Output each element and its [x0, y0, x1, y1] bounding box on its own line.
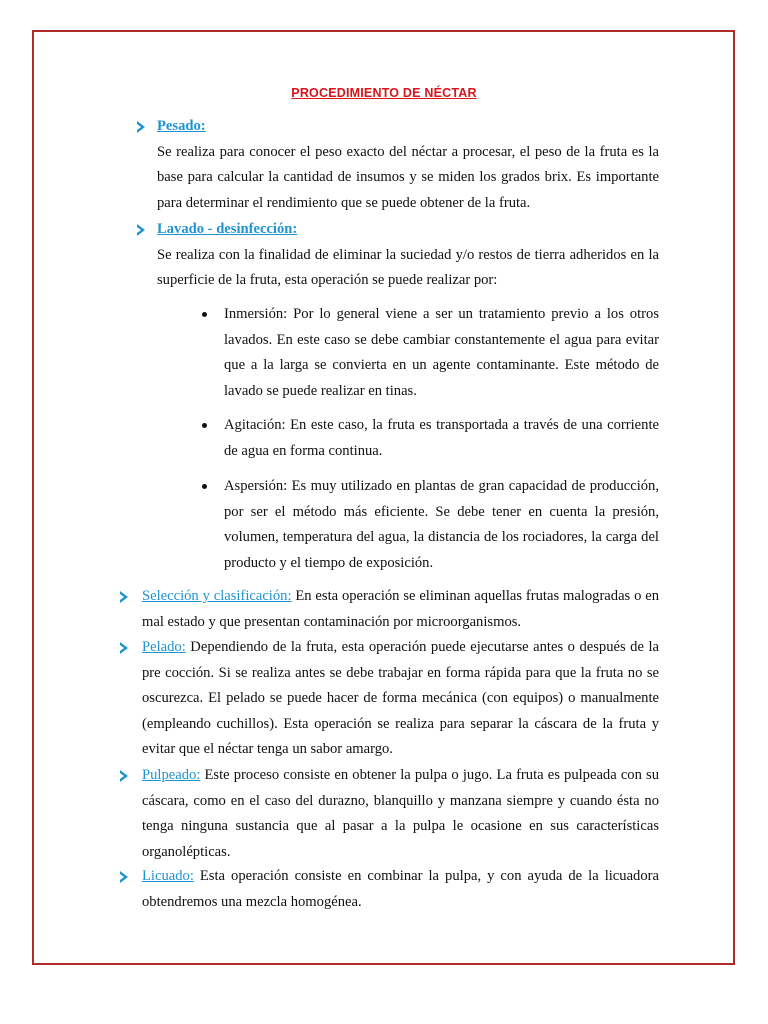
section-body: Este proceso consiste en obtener la pulpa o jugo. La fruta es pulpeada con su cáscara, como en el caso del durazno, blanquillo y manzana siempre y cuando ésta no tenga ninguna sustancia que al pasar a la pulpa le ocasione en sus características organolépticas.: [142, 767, 659, 860]
list-item: [224, 474, 659, 576]
list-item-text: Inmersión: Por lo general viene a ser un tratamiento previo a los otros lavados. En este caso se debe cambiar constantemente el agua para evitar que a la larga se convierta en un agente contaminante. Este método de lavado se puede realizar en tinas.: [224, 306, 659, 399]
section-pulpeado: [142, 763, 659, 865]
section-lavado: [157, 217, 659, 294]
section-body: Dependiendo de la fruta, esta operación puede ejecutarse antes o después de la pre cocción. Si se realiza antes se debe trabajar en forma rápida para que la fruta no se oscurezca. El pelado se puede hacer de forma mecánica (con equipos) o manualmente (empleando cuchillos). Esta operación se realiza para separar la cáscara de la fruta y evitar que el néctar tenga un sabor amargo.: [142, 639, 659, 757]
arrow-bullet-icon: [137, 121, 145, 133]
arrow-bullet-icon: [120, 591, 128, 603]
section-body: Esta operación consiste en combinar la pulpa, y con ayuda de la licuadora obtendremos una mezcla homogénea.: [142, 868, 659, 910]
arrow-bullet-icon: [120, 770, 128, 782]
list-item: [224, 413, 659, 464]
section-heading: Selección y clasificación:: [142, 588, 292, 604]
bullet-dot-icon: [202, 423, 207, 428]
bullet-dot-icon: [202, 312, 207, 317]
bullet-dot-icon: [202, 484, 207, 489]
list-item-text: Agitación: En este caso, la fruta es transportada a través de una corriente de agua en forma continua.: [224, 417, 659, 459]
section-heading: Pesado:: [157, 118, 206, 134]
arrow-bullet-icon: [120, 642, 128, 654]
section-licuado: [142, 864, 659, 915]
section-heading: Pelado:: [142, 639, 186, 655]
section-heading: Pulpeado:: [142, 767, 201, 783]
section-pelado: [142, 635, 659, 763]
arrow-bullet-icon: [120, 871, 128, 883]
section-heading: Lavado - desinfección:: [157, 221, 298, 237]
list-item-text: Aspersión: Es muy utilizado en plantas de gran capacidad de producción, por ser el método más eficiente. Se debe tener en cuenta la presión, volumen, temperatura del agua, la distancia de los rociadores, la carga del producto y el tiempo de exposición.: [224, 478, 659, 571]
section-pesado: [157, 114, 659, 216]
section-body: Se realiza con la finalidad de eliminar la suciedad y/o restos de tierra adheridos en la superficie de la fruta, esta operación se puede realizar por:: [157, 246, 659, 288]
list-item: [224, 302, 659, 404]
arrow-bullet-icon: [137, 224, 145, 236]
section-heading: Licuado:: [142, 868, 194, 884]
page-title: PROCEDIMIENTO DE NÉCTAR: [291, 86, 477, 100]
section-body: En esta operación se eliminan aquellas frutas malogradas o en mal estado y que presentan contaminación por microorganismos.: [142, 588, 659, 630]
section-body: Se realiza para conocer el peso exacto del néctar a procesar, el peso de la fruta es la base para calcular la cantidad de insumos y se miden los grados brix. Es importante para determinar el rendimiento que se puede obtener de la fruta.: [157, 143, 659, 211]
section-seleccion: [142, 584, 659, 635]
